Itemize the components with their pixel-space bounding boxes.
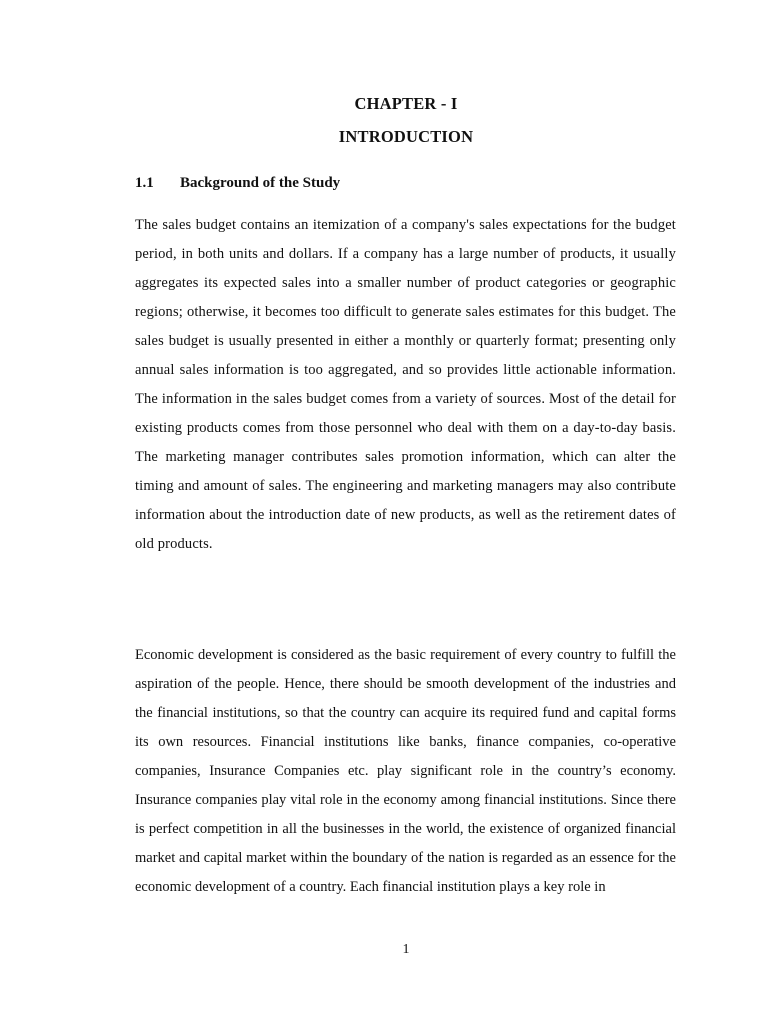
- body-paragraph-2: Economic development is considered as the basic requirement of every country to fulfill the aspiration of the people. Hence, there should be smooth development of the industries and the financial institutions, so that the country can acquire its required fund and capital forms its own resources. Financial institutions like banks, finance companies, co-operative companies, Insurance Companies etc. play significant role in the country’s economy. Insurance companies play vital role in the economy among financial institutions. Since there is perfect competition in all the businesses in the world, the existence of organized financial market and capital market within the boundary of the nation is regarded as an essence for the economic development of a country. Each financial institution plays a key role in: [135, 647, 676, 895]
- chapter-label: CHAPTER - I: [354, 94, 458, 113]
- chapter-title: INTRODUCTION: [338, 127, 474, 146]
- page-number: 1: [402, 942, 410, 957]
- section-title: Background of the Study: [180, 175, 341, 191]
- section-number: 1.1: [135, 175, 154, 191]
- section-heading: [135, 175, 685, 192]
- body-paragraph-1: The sales budget contains an itemization of a company's sales expectations for the budget period, in both units and dollars. If a company has a large number of products, it usually aggregates its expected sales into a smaller number of product categories or geographic regions; otherwise, it becomes too difficult to generate sales estimates for this budget. The sales budget is usually presented in either a monthly or quarterly format; presenting only annual sales information is too aggregated, and so provides little actionable information. The information in the sales budget comes from a variety of sources. Most of the detail for existing products comes from those personnel who deal with them on a day-to-day basis. The marketing manager contributes sales promotion information, which can alter the timing and amount of sales. The engineering and marketing managers may also contribute information about the introduction date of new products, as well as the retirement dates of old products.: [135, 217, 676, 552]
